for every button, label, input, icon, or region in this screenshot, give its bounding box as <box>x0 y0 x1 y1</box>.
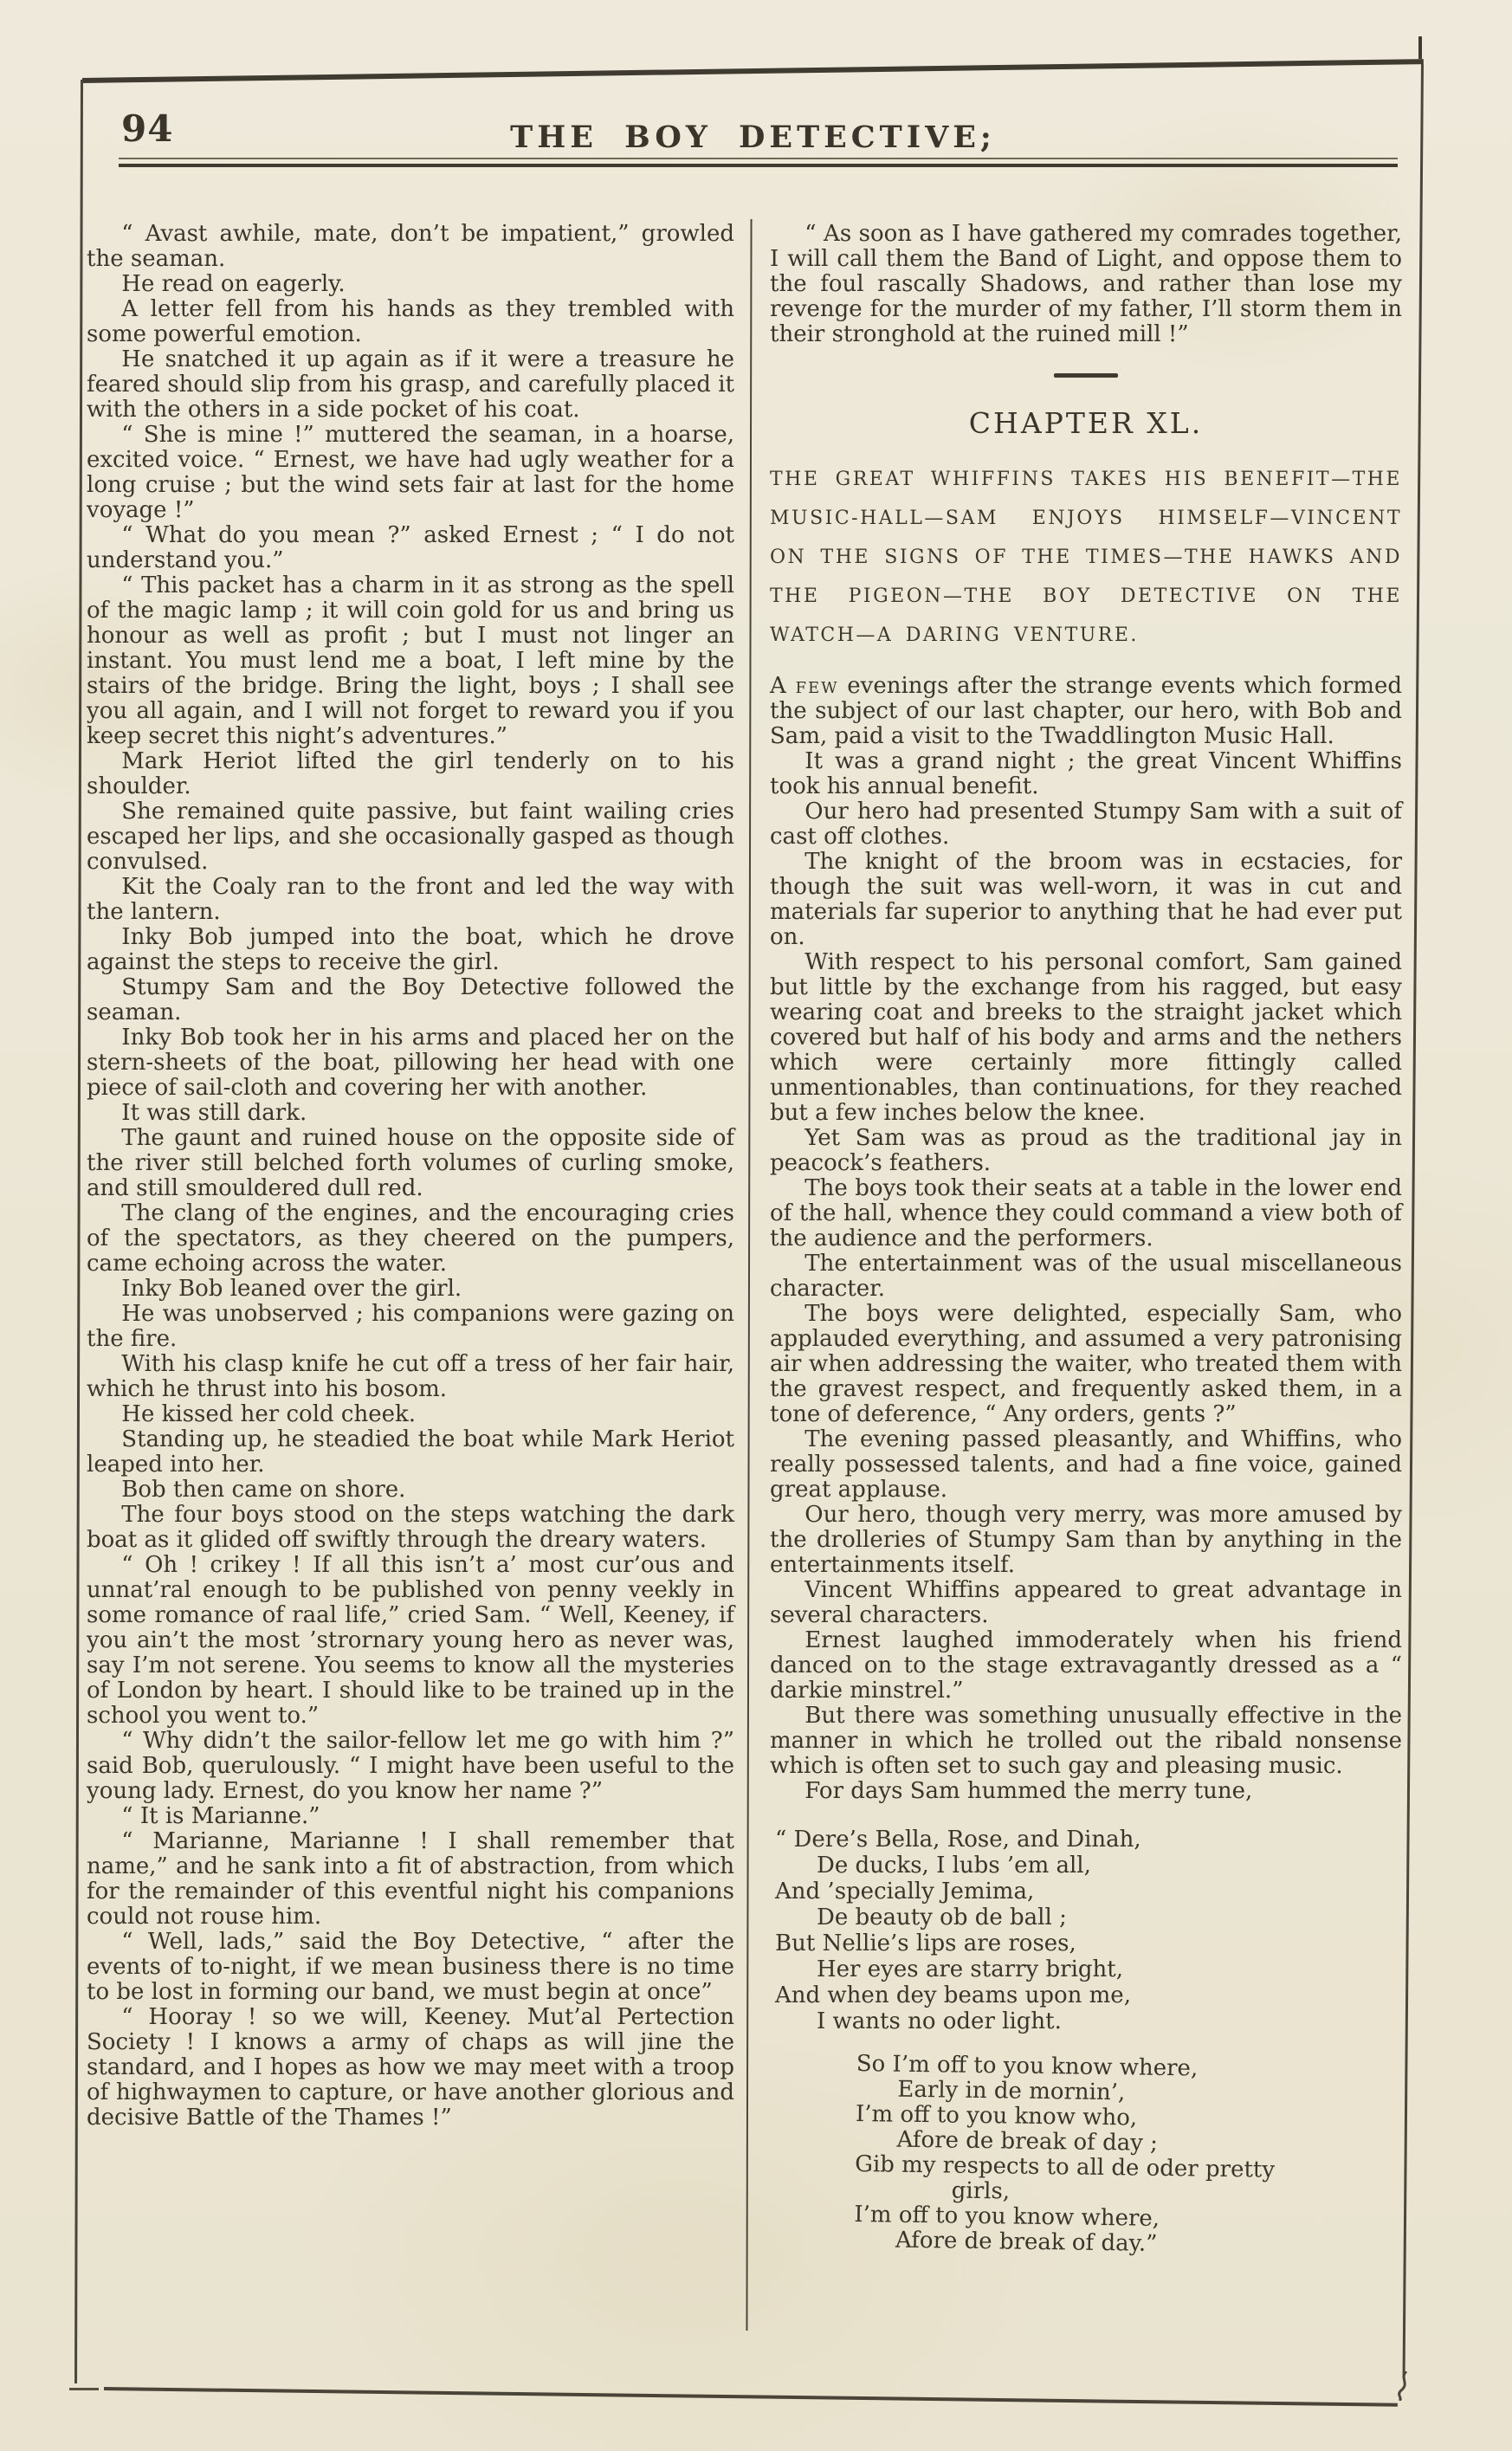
opening-capital: A <box>770 673 787 699</box>
running-title: THE BOY DETECTIVE; <box>510 120 996 155</box>
paragraph: Vincent Whiffins appeared to great advantage in several characters. <box>770 1577 1402 1628</box>
paragraph: With respect to his personal comfort, Sam gained but little by the exchange from his ragged, but easy wearing coat and breeks to the straight jacket which covered but half of his body and arms and the nethers which were certainly more fittingly called unmentionables, than continuations, for they reached but a few inches below the knee. <box>770 949 1402 1126</box>
frame-left-border <box>74 80 83 2383</box>
verse-line: Early in de mornin’, <box>897 2076 1126 2106</box>
paragraph: Kit the Coaly ran to the front and led the way with the lantern. <box>87 874 734 925</box>
paragraph: He snatched it up again as if it were a treasure he feared should slip from his grasp, and carefully placed it with the others in a side pocket of his coat. <box>87 346 734 423</box>
page-bottom-rule-dash <box>69 2388 99 2390</box>
paragraph: The clang of the engines, and the encouraging cries of the spectators, as they cheered on the pumpers, came echoing across the water. <box>87 1200 734 1277</box>
verse-line: I wants no oder light. <box>817 2008 1062 2034</box>
paragraph: Our hero had presented Stumpy Sam with a suit of cast off clothes. <box>770 799 1402 850</box>
verse-line: Gib my respects to all de oder pretty <box>854 2150 1276 2183</box>
header-double-rule <box>119 158 1398 167</box>
paragraph: Inky Bob took her in his arms and placed her on the stern-sheets of the boat, pillowing her head with one piece of sail-cloth and covering her with another. <box>87 1025 734 1101</box>
right-column-paragraphs <box>770 749 1402 1804</box>
paragraph: “ What do you mean ?” asked Ernest ; “ I do not understand you.” <box>87 522 734 573</box>
paragraph: “ This packet has a charm in it as strong as the spell of the magic lamp ; it will coin gold for us and bring us honour as well as profit ; but I must not linger an instant. You must lend me a boat, I left mine by the stairs of the bridge. Bring the light, boys ; I shall see you all again, and I will not forget to reward you if you keep secret this night’s adventures.” <box>87 572 734 749</box>
paragraph: Bob then came on shore. <box>121 1477 406 1503</box>
verse-line: So I’m off to you know where, <box>856 2051 1199 2082</box>
verse-line: Her eyes are starry bright, <box>817 1956 1123 1982</box>
paragraph: It was still dark. <box>121 1100 307 1126</box>
paragraph: The knight of the broom was in ecstacies, for though the suit was well-worn, it was in cut and materials far superior to anything that he had ever put on. <box>770 849 1402 950</box>
frame-top-border <box>82 59 1424 83</box>
paragraph: “ She is mine !” muttered the seaman, in a hoarse, excited voice. “ Ernest, we have had ugly weather for a long cruise ; but the wind sets fair at last for the home voyage !” <box>87 422 734 523</box>
verse-line: Afore de break of day.” <box>895 2227 1158 2257</box>
verse-line: De ducks, I lubs ’em all, <box>817 1853 1091 1879</box>
verse-line: And when dey beams upon me, <box>775 1982 1131 2008</box>
paragraph: Ernest laughed immoderately when his friend danced on to the stage extravagantly dressed as a “ darkie minstrel.” <box>770 1627 1402 1704</box>
paragraph: For days Sam hummed the merry tune, <box>804 1778 1253 1804</box>
paragraph: A letter fell from his hands as they trembled with some powerful emotion. <box>87 296 734 347</box>
verse-line: I’m off to you know where, <box>854 2201 1160 2232</box>
paragraph: He read on eagerly. <box>121 271 346 297</box>
paragraph: The boys took their seats at a table in the lower end of the hall, whence they could command a view both of the audience and the performers. <box>770 1175 1402 1251</box>
frame-right-border <box>1403 64 1424 2378</box>
paragraph: “ As soon as I have gathered my comrades together, I will call them the Band of Light, and oppose them to the foul rascally Shadows, and rather than lose my revenge for the murder of my father, I’ll storm them in their stronghold at the ruined mill !” <box>770 221 1402 347</box>
paragraph: Stumpy Sam and the Boy Detective followed the seaman. <box>87 974 734 1025</box>
frame-corner-squiggle <box>1389 2371 1412 2401</box>
paragraph: “ Why didn’t the sailor-fellow let me go with him ?” said Bob, querulously. “ I might have been useful to the young lady. Ernest, do you know her name ?” <box>87 1728 734 1804</box>
paragraph: “ It is Marianne.” <box>121 1803 320 1829</box>
opening-small-caps: few <box>795 673 839 699</box>
paragraph: Mark Heriot lifted the girl tenderly on to his shoulder. <box>87 748 734 799</box>
paragraph: He was unobserved ; his companions were gazing on the fire. <box>87 1301 734 1352</box>
paragraph: But there was something unusually effective in the manner in which he trolled out the ribald nonsense which is often set to such gay and pleasing music. <box>770 1703 1402 1779</box>
page-number: 94 <box>121 107 174 150</box>
paragraph: Inky Bob leaned over the girl. <box>121 1276 462 1302</box>
paragraph: The gaunt and ruined house on the opposite side of the river still belched forth volumes of curling smoke, and still smouldered dull red. <box>87 1125 734 1201</box>
chapter-summary: THE GREAT WHIFFINS TAKES HIS BENEFIT—THE MUSIC-HALL—SAM ENJOYS HIMSELF—VINCENT ON THE SIGNS OF THE TIMES—THE HAWKS AND THE PIGEON—THE BOY DETECTIVE ON THE WATCH—A DARING VENTURE. <box>770 469 1402 646</box>
chapter-divider-dash <box>1054 373 1118 378</box>
frame-right-tick-mark <box>1418 36 1422 59</box>
opening-text: evenings after the strange events which formed the subject of our last chapter, our hero, with Bob and Sam, paid a visit to the Twaddlington Music Hall. <box>770 673 1402 749</box>
paragraph: It was a grand night ; the great Vincent Whiffins took his annual benefit. <box>770 748 1402 799</box>
paragraph: Standing up, he steadied the boat while Mark Heriot leaped into her. <box>87 1426 734 1478</box>
left-column <box>87 222 734 2131</box>
paragraph: “ Marianne, Marianne ! I shall remember that name,” and he sank into a fit of abstraction, from which for the remainder of this eventful night his companions could not rouse him. <box>87 1828 734 1930</box>
page-bottom-rule <box>104 2387 1398 2407</box>
column-divider-rule <box>746 219 752 2331</box>
paragraph: With his clasp knife he cut off a tress of her fair hair, which he thrust into his bosom. <box>87 1351 734 1402</box>
paragraph: “ Avast awhile, mate, don’t be impatient,” growled the seaman. <box>87 221 734 272</box>
paragraph: He kissed her cold cheek. <box>121 1401 417 1427</box>
right-column <box>770 221 1402 2257</box>
paragraph: “ Oh ! crikey ! If all this isn’t a’ most cur’ous and unnat’ral enough to be published von penny veekly in some romance of raal life,” cried Sam. “ Well, Keeney, if you ain’t the most ’strornary young hero as never was, say I’m not serene. You seems to know all the mysteries of London by heart. I should like to be trained up in the school you went to.” <box>87 1552 734 1729</box>
verse-line: girls, <box>951 2177 1011 2205</box>
paragraph: She remained quite passive, but faint wailing cries escaped her lips, and she occasionally gasped as though convulsed. <box>87 799 734 875</box>
verse-stanza-1 <box>775 1827 1402 2034</box>
paragraph: Yet Sam was as proud as the traditional jay in peacock’s feathers. <box>770 1125 1402 1176</box>
paragraph: The evening passed pleasantly, and Whiffins, who really possessed talents, and had a fine voice, gained great applause. <box>770 1426 1402 1503</box>
chapter-heading: CHAPTER XL. <box>968 406 1204 440</box>
chapter-opening-paragraph <box>770 674 1402 749</box>
verse-line: “ Dere’s Bella, Rose, and Dinah, <box>775 1827 1141 1853</box>
verse-stanza-2 <box>854 2052 1402 2260</box>
paragraph: The boys were delighted, especially Sam, who applauded everything, and assumed a very patronising air when addressing the waiter, who treated them with the gravest respect, and frequently asked them, in a tone of deference, “ Any orders, gents ?” <box>770 1301 1402 1427</box>
paragraph: “ Well, lads,” said the Boy Detective, “ after the events of to-night, if we mean business there is no time to be lost in forming our band, we must begin at once” <box>87 1929 734 2005</box>
paragraph: Inky Bob jumped into the boat, which he drove against the steps to receive the girl. <box>87 924 734 975</box>
verse-line: But Nellie’s lips are roses, <box>775 1930 1076 1956</box>
verse-line: De beauty ob de ball ; <box>817 1905 1067 1930</box>
verse-line: Afore de break of day ; <box>896 2126 1159 2157</box>
verse-line: And ’specially Jemima, <box>775 1879 1035 1905</box>
paragraph: The entertainment was of the usual miscellaneous character. <box>770 1251 1402 1302</box>
paragraph: The four boys stood on the steps watching the dark boat as it glided off swiftly through the dreary waters. <box>87 1502 734 1553</box>
paragraph: Our hero, though very merry, was more amused by the drolleries of Stumpy Sam than by anything in the entertainments itself. <box>770 1502 1402 1578</box>
verse-line: I’m off to you know who, <box>855 2100 1138 2131</box>
paragraph: “ Hooray ! so we will, Keeney. Mut’al Pertection Society ! I knows a army of chaps as will jine the standard, and I hopes as how we may meet with a troop of highwaymen to capture, or have another glorious and decisive Battle of the Thames !” <box>87 2004 734 2131</box>
